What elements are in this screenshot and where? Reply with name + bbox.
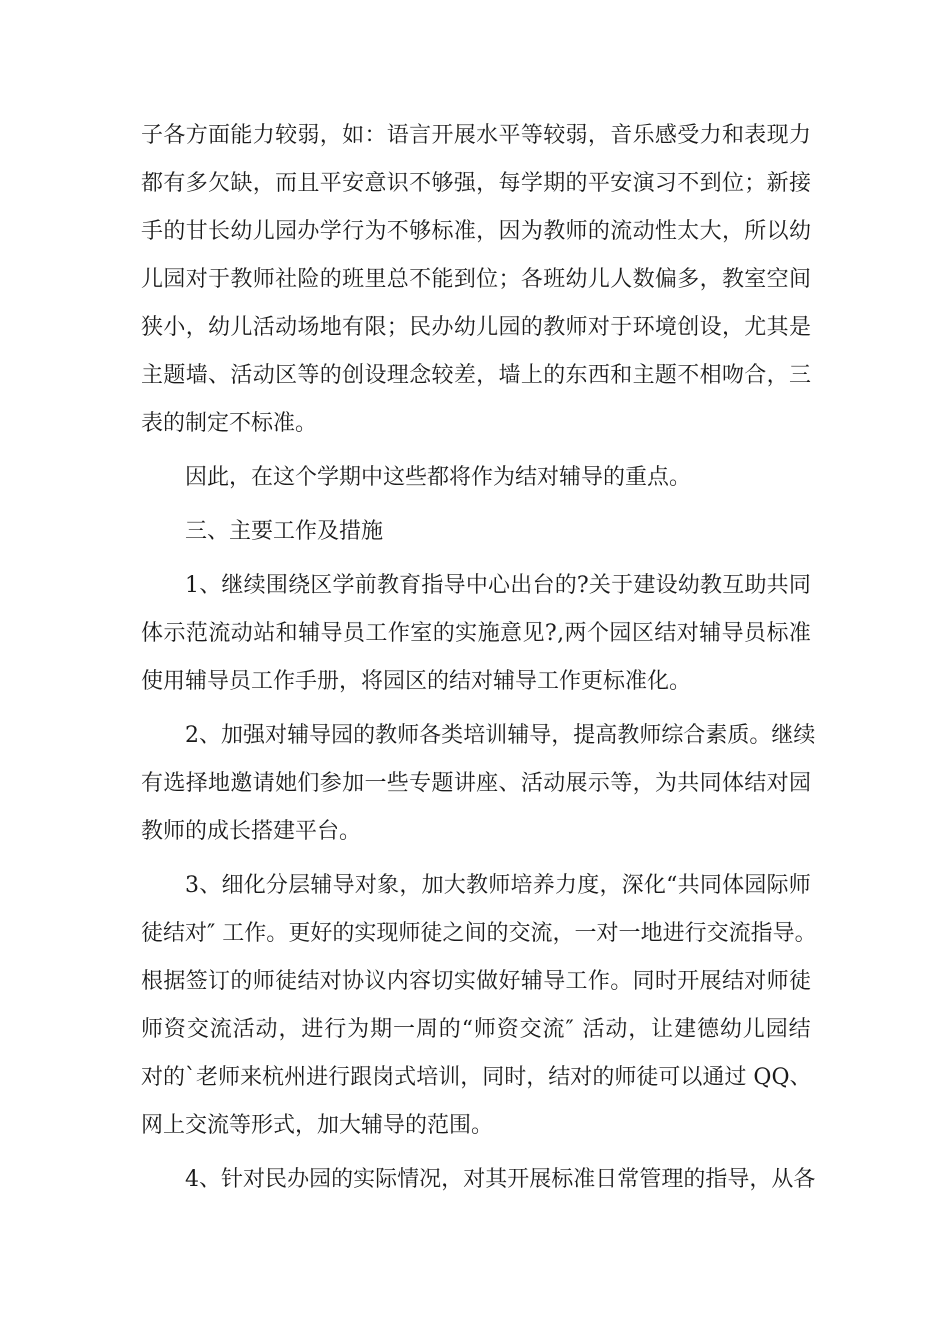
text-line: 主 题 墙 、 活 动 区 等 的 创 设 理 念 较 差 ， 墙 上 的 东 西 和 主 题 不 相 吻 合 ， 三 (141, 363, 811, 388)
text-line: 有 选 择 地 邀 请 她 们 参 加 一 些 专 题 讲 座 、 活 动 展 示 等 ， 为 共 同 体 结 对 园 (141, 771, 811, 796)
text-line: 根 据 签 订 的 师 徒 结 对 协 议 内 容 切 实 做 好 辅 导 工 作 。 同 时 开 展 结 对 师 徒 (141, 969, 811, 994)
paragraph-line: 因此，在这个学期中这些都将作为结对辅导的重点。 (185, 465, 692, 490)
text-line: 使用辅导员工作手册，将园区的结对辅导工作更标准化。 (141, 669, 692, 694)
text-line: 徒 结 对 ″ 工 作 。 更 好 的 实 现 师 徒 之 间 的 交 流 ， 一 对 一 地 进 行 交 流 指 导 。 (141, 921, 817, 946)
paragraph-line: 2 、 加 强 对 辅 导 园 的 教 师 各 类 培 训 辅 导 ， 提 高 教 师 综 合 素 质 。 继 续 (185, 723, 816, 748)
paragraph-line: 3 、 细 化 分 层 辅 导 对 象 ， 加 大 教 师 培 养 力 度 ， 深 化 “ 共 同 体 园 际 师 (185, 873, 811, 898)
text-line: 表的制定不标准。 (141, 411, 318, 436)
text-line: 师 资 交 流 活 动 ， 进 行 为 期 一 周 的 “ 师 资 交 流 ″ 活 动 ， 让 建 德 幼 儿 园 结 (141, 1017, 811, 1042)
paragraph-line: 4 、 针 对 民 办 园 的 实 际 情 况 ， 对 其 开 展 标 准 日 常 管 理 的 指 导 ， 从 各 (185, 1167, 816, 1192)
text-line: 手 的 甘 长 幼 儿 园 办 学 行 为 不 够 标 准 ， 因 为 教 师 的 流 动 性 太 大 ， 所 以 幼 (141, 219, 811, 244)
text-line: 儿 园 对 于 教 师 社 险 的 班 里 总 不 能 到 位 ； 各 班 幼 儿 人 数 偏 多 ， 教 室 空 间 (141, 267, 811, 292)
text-line: 网上交流等形式，加大辅导的范围。 (141, 1113, 494, 1138)
document-body (141, 112, 817, 1204)
section-heading: 三、主要工作及措施 (185, 519, 384, 544)
text-line: 对 的 ` 老 师 来 杭 州 进 行 跟 岗 式 培 训 ， 同 时 ， 结 对 的 师 徒 可 以 通 过 Q Q 、 (141, 1065, 812, 1090)
text-line: 子 各 方 面 能 力 较 弱 ， 如 ： 语 言 开 展 水 平 等 较 弱 ， 音 乐 感 受 力 和 表 现 力 (141, 123, 811, 148)
text-line: 体 示 范 流 动 站 和 辅 导 员 工 作 室 的 实 施 意 见 ? , 两 个 园 区 结 对 辅 导 员 标 准 (141, 621, 811, 646)
text-line: 都 有 多 欠 缺 ， 而 且 平 安 意 识 不 够 强 ， 每 学 期 的 平 安 演 习 不 到 位 ； 新 接 (141, 171, 811, 196)
text-line: 教师的成长搭建平台。 (141, 819, 362, 844)
text-line: 狭 小 ， 幼 儿 活 动 场 地 有 限 ； 民 办 幼 儿 园 的 教 师 对 于 环 境 创 设 ， 尤 其 是 (141, 315, 811, 340)
paragraph-line: 1 、 继 续 围 绕 区 学 前 教 育 指 导 中 心 出 台 的 ? 关 于 建 设 幼 教 互 助 共 同 (185, 573, 811, 598)
